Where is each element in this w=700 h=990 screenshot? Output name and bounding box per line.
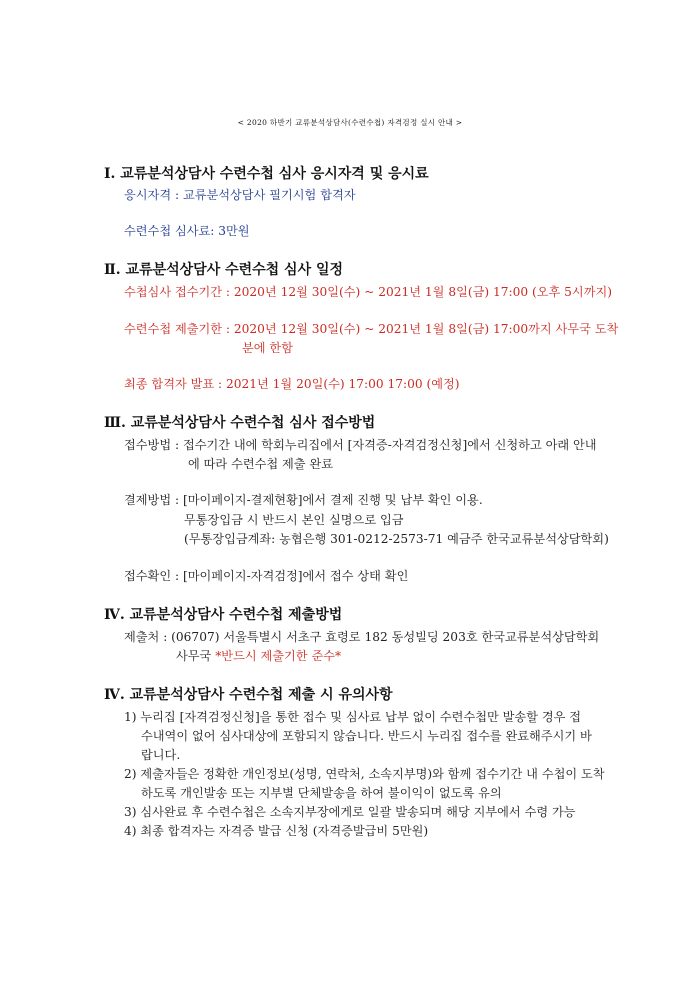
deadline-notice: *반드시 제출기한 준수* [215,649,342,663]
submission-deadline-line: 수련수첩 제출기한 : 2020년 12월 30일(수) ~ 2021년 1월 8일(금) 17:00까지 사무국 도착 [124,322,619,336]
note-3-line: 3) 심사완료 후 수련수첩은 소속지부장에게로 일괄 발송되며 해당 지부에서 수령 가능 [124,805,576,819]
note-4-line: 4) 최종 합격자는 자격증 발급 신청 (자격증발급비 5만원) [124,824,429,838]
section-5-heading: Ⅳ. 교류분석상담사 수련수첩 제출 시 유의사항 [104,687,393,703]
eligibility-line: 응시자격 : 교류분석상담사 필기시험 합격자 [124,188,356,202]
section-4-heading: Ⅳ. 교류분석상담사 수련수첩 제출방법 [104,607,343,623]
payment-note-line: 무통장입금 시 반드시 본인 실명으로 입금 [184,513,404,527]
section-1-heading: Ⅰ. 교류분석상담사 수련수첩 심사 응시자격 및 응시료 [104,166,429,182]
note-1-line-1: 1) 누리집 [자격검정신청]을 통한 접수 및 심사료 납부 없이 수련수첩만 발송할 경우 접 [124,710,582,724]
section-3-heading: Ⅲ. 교류분석상담사 수련수첩 심사 접수방법 [104,415,376,431]
note-1-line-2: 수내역이 없어 심사대상에 포함되지 않습니다. 반드시 누리집 접수를 완료해주시기 바 [141,729,592,743]
submission-deadline-cont: 분에 한함 [242,341,293,355]
application-method-cont: 에 따라 수련수첩 제출 완료 [188,457,334,471]
application-period-line: 수첩심사 접수기간 : 2020년 12월 30일(수) ~ 2021년 1월 8일(금) 17:00 (오후 5시까지) [124,285,613,299]
office-label: 사무국 [176,649,212,663]
note-2-line-1: 2) 제출자들은 정확한 개인정보(성명, 연락처, 소속지부명)와 함께 접수기간 내 수첩이 도착 [124,767,605,781]
fee-line: 수련수첩 심사료: 3만원 [124,224,250,238]
section-2-heading: Ⅱ. 교류분석상담사 수련수첩 심사 일정 [104,262,344,278]
page-title: < 2020 하반기 교류분석상담사(수련수첩) 자격검정 실시 안내 > [237,118,463,127]
bank-account-line: (무통장입금계좌: 농협은행 301-0212-2573-71 예금주 한국교류분석상담학회) [184,532,609,546]
note-1-line-3: 랍니다. [141,748,181,762]
submission-address-cont [176,647,341,664]
final-announcement-line: 최종 합격자 발표 : 2021년 1월 20일(수) 17:00 17:00 (예정) [124,377,460,391]
note-2-line-2: 하도록 개인발송 또는 지부별 단체발송을 하여 불이익이 없도록 유의 [141,786,502,800]
application-method-line: 접수방법 : 접수기간 내에 학회누리집에서 [자격증-자격검정신청]에서 신청하고 아래 안내 [124,438,597,452]
payment-method-line: 결제방법 : [마이페이지-결제현황]에서 결제 진행 및 납부 확인 이용. [124,493,483,507]
receipt-check-line: 접수확인 : [마이페이지-자격검정]에서 접수 상태 확인 [124,569,409,583]
submission-address-line: 제출처 : (06707) 서울특별시 서초구 효령로 182 동성빌딩 203호 한국교류분석상담학회 [124,630,600,644]
